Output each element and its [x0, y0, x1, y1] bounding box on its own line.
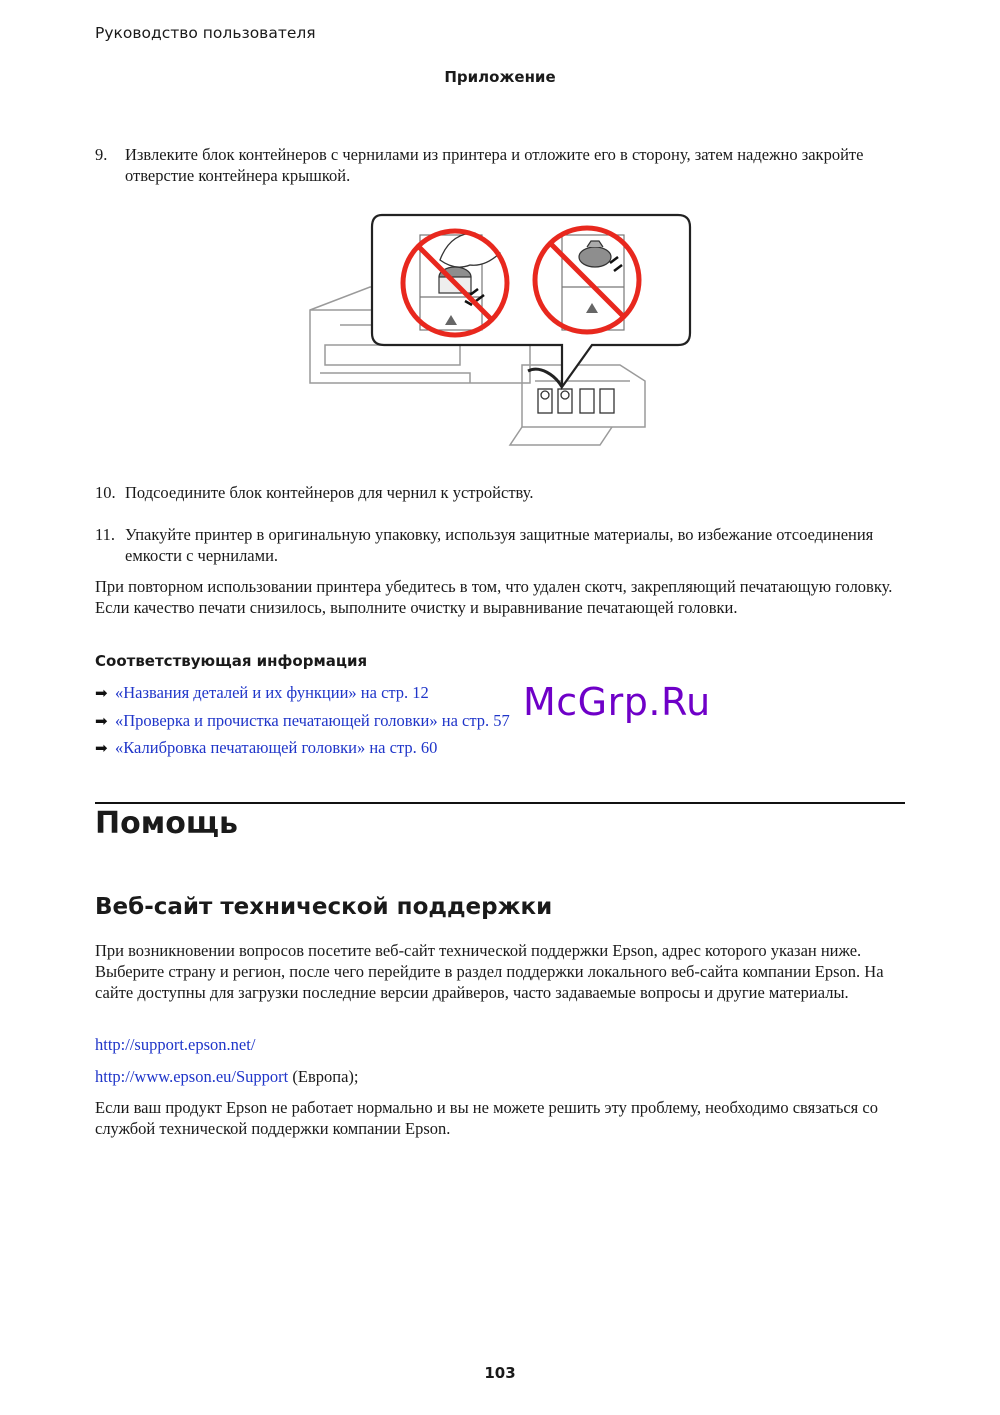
page-number: 103	[484, 1364, 516, 1382]
related-link-text[interactable]: «Калибровка печатающей головки» на стр. 60	[115, 738, 438, 757]
related-link-text[interactable]: «Названия деталей и их функции» на стр. 12	[115, 683, 429, 702]
arrow-right-icon: ➡	[95, 684, 108, 702]
step-9	[95, 144, 915, 186]
step-number: 9.	[95, 145, 108, 164]
step-text: Подсоедините блок контейнеров для чернил к устройству.	[125, 483, 534, 502]
step-text: Упакуйте принтер в оригинальную упаковку, используя защитные материалы, во избежание отсоединения емкости с чернилами.	[125, 525, 874, 565]
related-info-title: Соответствующая информация	[95, 652, 368, 670]
related-link-text[interactable]: «Проверка и прочистка печатающей головки» на стр. 57	[115, 711, 510, 730]
europe-url-row	[95, 1066, 915, 1087]
reuse-note: При повторном использовании принтера убедитесь в том, что удален скотч, закрепляющий печатающую головку. Если качество печати снизилось, выполните очистку и выравнивание печатающей головки.	[95, 577, 893, 617]
support-outro: Если ваш продукт Epson не работает нормально и вы не можете решить эту проблему, необходимо связаться со службой технической поддержки компании Epson.	[95, 1098, 878, 1138]
step-text: Извлеките блок контейнеров с чернилами из принтера и отложите его в сторону, затем надежно закройте отверстие контейнера крышкой.	[125, 145, 864, 185]
watermark: McGrp.Ru	[523, 680, 711, 724]
step-number: 11.	[95, 525, 116, 544]
arrow-right-icon: ➡	[95, 712, 108, 730]
related-link-1[interactable]	[95, 682, 429, 704]
ink-tank-illustration	[300, 205, 700, 455]
arrow-right-icon: ➡	[95, 739, 108, 757]
support-site-heading: Веб-сайт технической поддержки	[95, 894, 553, 920]
document-title: Руководство пользователя	[95, 24, 316, 42]
support-intro: При возникновении вопросов посетите веб-сайт технической поддержки Epson, адрес которого указан ниже. Выберите страну и регион, после чего перейдите в раздел поддержки локального веб-сайта компании Epson. На сайте доступны для загрузки последние версии драйверов, часто задаваемые вопросы и другие материалы.	[95, 941, 884, 1002]
support-url-row	[95, 1034, 915, 1055]
related-link-2[interactable]	[95, 710, 510, 732]
section-divider	[95, 802, 905, 804]
help-heading: Помощь	[95, 806, 238, 841]
support-url-link[interactable]: http://support.epson.net/	[95, 1035, 256, 1054]
step-number: 10.	[95, 483, 116, 502]
section-title: Приложение	[444, 68, 556, 86]
step-11	[95, 524, 915, 566]
related-link-3[interactable]	[95, 737, 437, 759]
europe-suffix: (Европа);	[288, 1067, 359, 1086]
step-10	[95, 482, 915, 503]
europe-support-link[interactable]: http://www.epson.eu/Support	[95, 1067, 289, 1086]
